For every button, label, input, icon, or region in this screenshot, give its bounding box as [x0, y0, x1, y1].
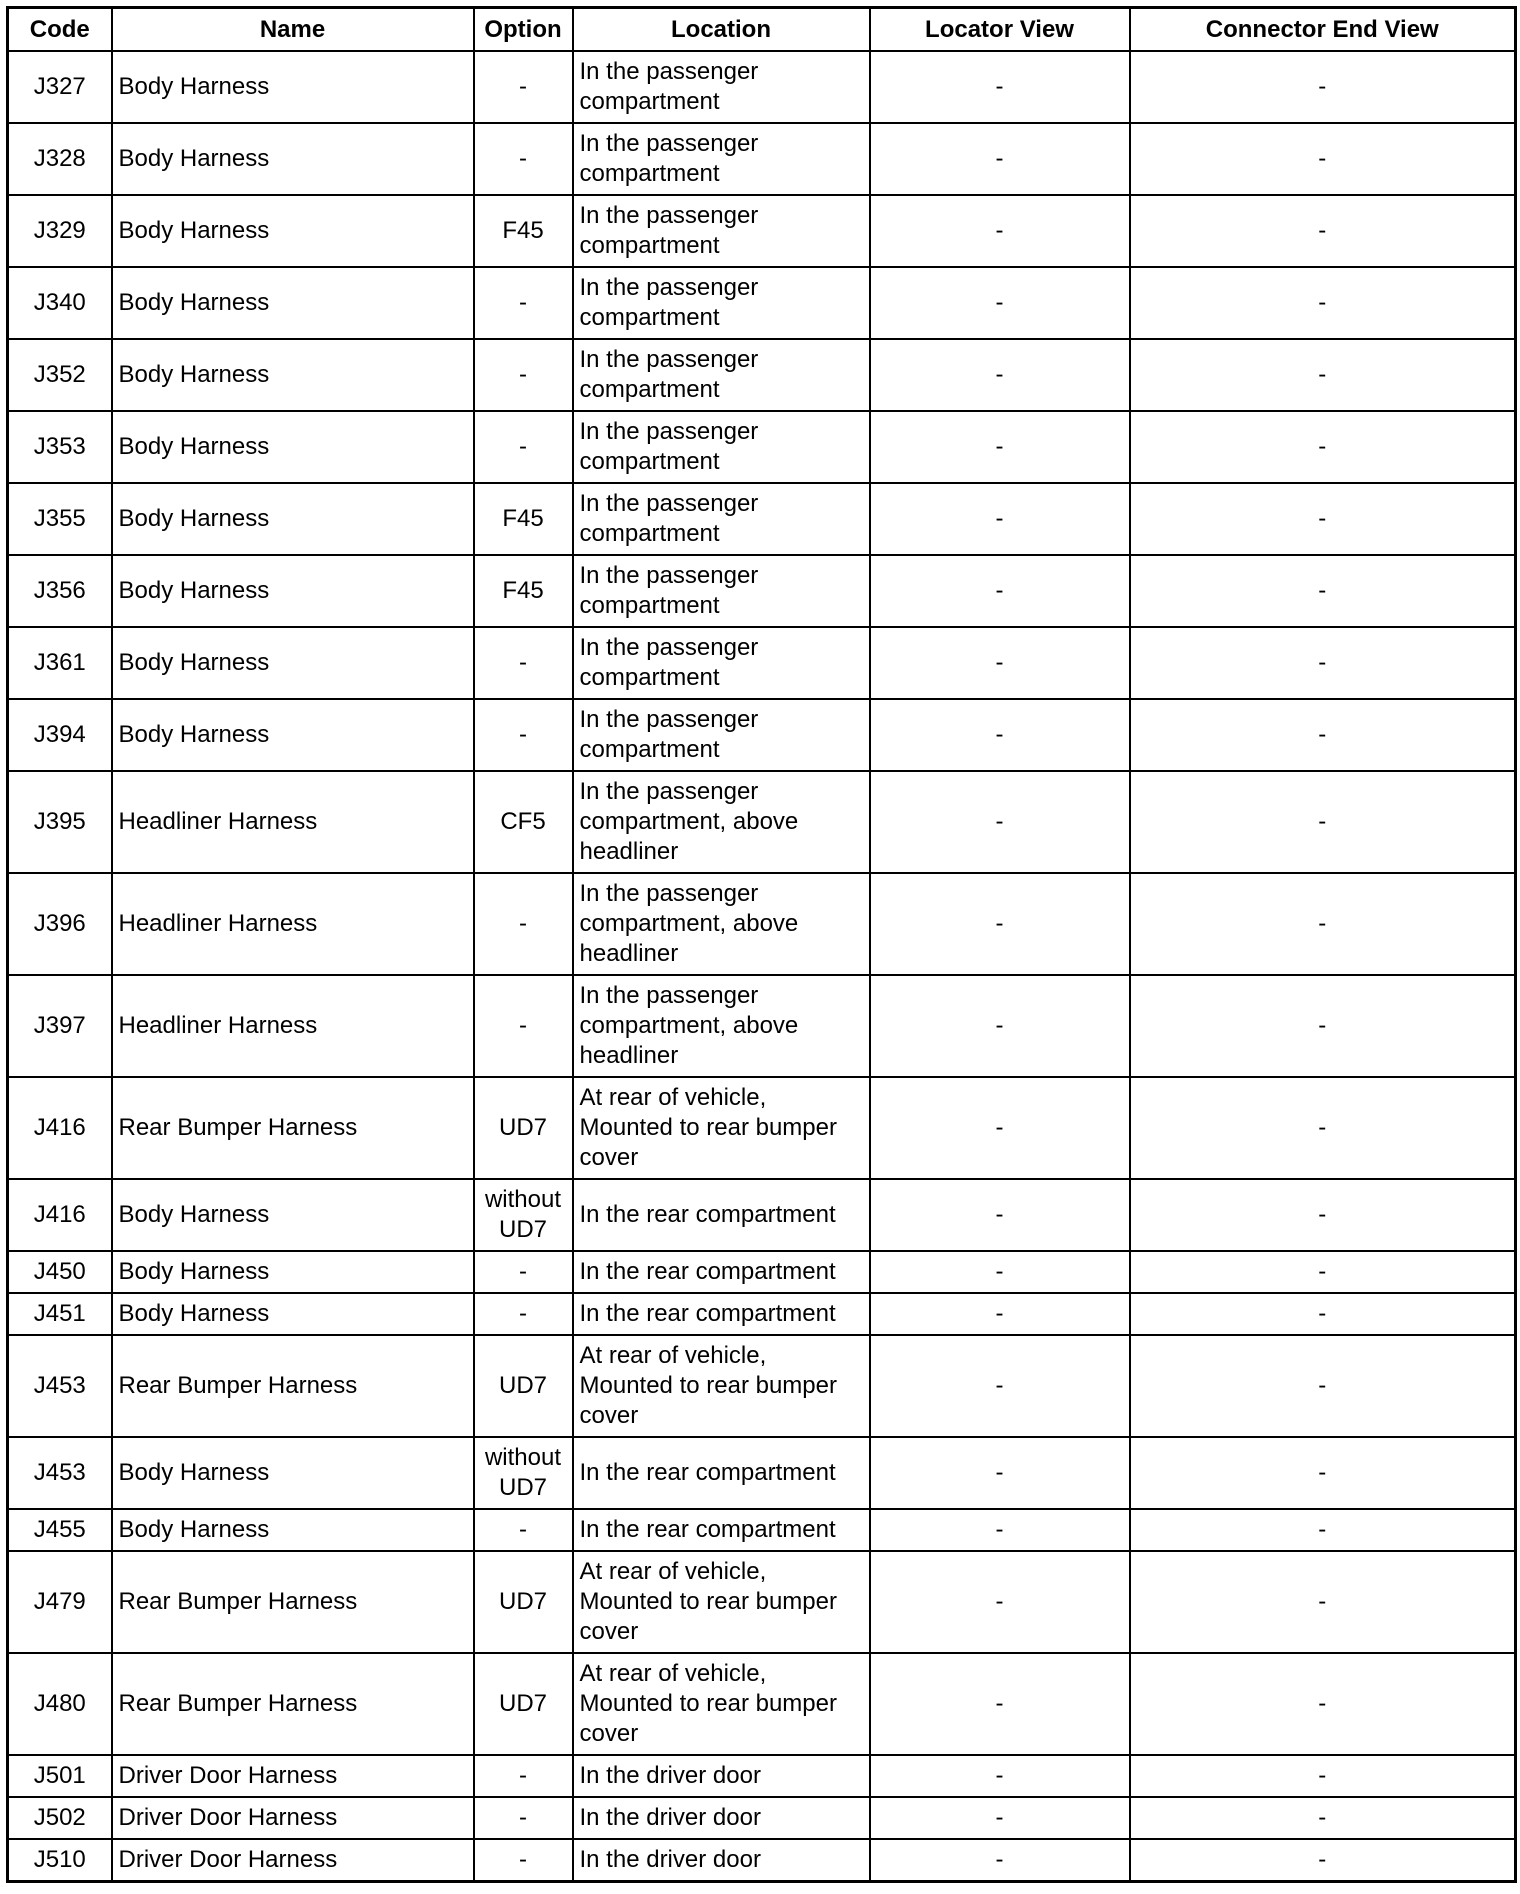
cell-code: J394	[8, 699, 112, 771]
cell-location: In the driver door	[573, 1839, 870, 1881]
cell-name: Body Harness	[112, 123, 474, 195]
cell-code: J455	[8, 1509, 112, 1551]
table-row	[8, 1797, 1516, 1839]
cell-connector-end-view: -	[1130, 1293, 1516, 1335]
cell-code: J510	[8, 1839, 112, 1881]
table-row	[8, 1293, 1516, 1335]
cell-name: Body Harness	[112, 1251, 474, 1293]
table-row	[8, 627, 1516, 699]
table-row	[8, 483, 1516, 555]
cell-location: In the passenger compartment, above headliner	[573, 873, 870, 975]
cell-locator-view: -	[870, 699, 1130, 771]
cell-option: F45	[474, 555, 573, 627]
cell-option: -	[474, 411, 573, 483]
cell-locator-view: -	[870, 483, 1130, 555]
table-row	[8, 771, 1516, 873]
cell-code: J479	[8, 1551, 112, 1653]
connector-table	[6, 6, 1517, 1883]
cell-name: Body Harness	[112, 51, 474, 123]
cell-location: In the passenger compartment, above headliner	[573, 771, 870, 873]
cell-locator-view: -	[870, 195, 1130, 267]
table-row	[8, 1077, 1516, 1179]
cell-location: In the rear compartment	[573, 1509, 870, 1551]
cell-location: In the rear compartment	[573, 1179, 870, 1251]
table-row	[8, 1179, 1516, 1251]
cell-code: J453	[8, 1437, 112, 1509]
table-row	[8, 1839, 1516, 1881]
header-row	[8, 8, 1516, 52]
cell-connector-end-view: -	[1130, 699, 1516, 771]
cell-name: Body Harness	[112, 267, 474, 339]
cell-locator-view: -	[870, 1551, 1130, 1653]
cell-location: In the passenger compartment	[573, 123, 870, 195]
cell-code: J395	[8, 771, 112, 873]
cell-code: J397	[8, 975, 112, 1077]
cell-option: -	[474, 699, 573, 771]
table-row	[8, 1335, 1516, 1437]
cell-option: -	[474, 1293, 573, 1335]
cell-location: In the passenger compartment	[573, 555, 870, 627]
table-row	[8, 411, 1516, 483]
cell-location: In the passenger compartment	[573, 267, 870, 339]
cell-name: Body Harness	[112, 195, 474, 267]
header-option: Option	[474, 8, 573, 52]
cell-name: Rear Bumper Harness	[112, 1551, 474, 1653]
cell-code: J340	[8, 267, 112, 339]
cell-locator-view: -	[870, 1293, 1130, 1335]
cell-location: In the rear compartment	[573, 1437, 870, 1509]
cell-connector-end-view: -	[1130, 975, 1516, 1077]
cell-name: Headliner Harness	[112, 873, 474, 975]
cell-option: -	[474, 123, 573, 195]
cell-option: -	[474, 339, 573, 411]
cell-option: without UD7	[474, 1179, 573, 1251]
cell-connector-end-view: -	[1130, 51, 1516, 123]
cell-code: J353	[8, 411, 112, 483]
cell-connector-end-view: -	[1130, 339, 1516, 411]
cell-name: Body Harness	[112, 555, 474, 627]
header-name: Name	[112, 8, 474, 52]
cell-connector-end-view: -	[1130, 555, 1516, 627]
cell-option: -	[474, 267, 573, 339]
table-row	[8, 267, 1516, 339]
cell-code: J451	[8, 1293, 112, 1335]
cell-name: Body Harness	[112, 1293, 474, 1335]
cell-connector-end-view: -	[1130, 873, 1516, 975]
cell-option: UD7	[474, 1335, 573, 1437]
header-locator-view: Locator View	[870, 8, 1130, 52]
cell-code: J352	[8, 339, 112, 411]
cell-name: Rear Bumper Harness	[112, 1653, 474, 1755]
cell-option: -	[474, 975, 573, 1077]
cell-connector-end-view: -	[1130, 267, 1516, 339]
cell-option: -	[474, 1839, 573, 1881]
cell-locator-view: -	[870, 339, 1130, 411]
cell-option: -	[474, 873, 573, 975]
cell-name: Body Harness	[112, 411, 474, 483]
cell-location: In the rear compartment	[573, 1251, 870, 1293]
table-row	[8, 195, 1516, 267]
cell-connector-end-view: -	[1130, 1551, 1516, 1653]
cell-locator-view: -	[870, 1797, 1130, 1839]
table-row	[8, 975, 1516, 1077]
cell-location: At rear of vehicle, Mounted to rear bumper cover	[573, 1077, 870, 1179]
table-row	[8, 123, 1516, 195]
cell-option: -	[474, 1251, 573, 1293]
cell-connector-end-view: -	[1130, 195, 1516, 267]
cell-location: In the driver door	[573, 1797, 870, 1839]
cell-code: J501	[8, 1755, 112, 1797]
cell-locator-view: -	[870, 555, 1130, 627]
cell-locator-view: -	[870, 1839, 1130, 1881]
cell-option: UD7	[474, 1551, 573, 1653]
table-row	[8, 699, 1516, 771]
cell-connector-end-view: -	[1130, 1839, 1516, 1881]
cell-locator-view: -	[870, 627, 1130, 699]
header-connector-end-view: Connector End View	[1130, 8, 1516, 52]
cell-locator-view: -	[870, 975, 1130, 1077]
table-row	[8, 1755, 1516, 1797]
cell-connector-end-view: -	[1130, 1251, 1516, 1293]
cell-location: In the passenger compartment	[573, 627, 870, 699]
cell-location: In the passenger compartment	[573, 195, 870, 267]
cell-name: Driver Door Harness	[112, 1797, 474, 1839]
header-location: Location	[573, 8, 870, 52]
cell-locator-view: -	[870, 1251, 1130, 1293]
cell-name: Rear Bumper Harness	[112, 1335, 474, 1437]
table-row	[8, 1551, 1516, 1653]
cell-locator-view: -	[870, 1179, 1130, 1251]
cell-locator-view: -	[870, 51, 1130, 123]
cell-code: J450	[8, 1251, 112, 1293]
table-row	[8, 1437, 1516, 1509]
cell-name: Body Harness	[112, 1437, 474, 1509]
cell-connector-end-view: -	[1130, 1077, 1516, 1179]
cell-name: Driver Door Harness	[112, 1839, 474, 1881]
cell-option: -	[474, 1797, 573, 1839]
cell-name: Driver Door Harness	[112, 1755, 474, 1797]
cell-connector-end-view: -	[1130, 1653, 1516, 1755]
connector-table-container	[6, 6, 1514, 1883]
cell-locator-view: -	[870, 411, 1130, 483]
cell-connector-end-view: -	[1130, 411, 1516, 483]
cell-locator-view: -	[870, 771, 1130, 873]
cell-locator-view: -	[870, 1335, 1130, 1437]
cell-location: In the passenger compartment, above headliner	[573, 975, 870, 1077]
cell-name: Body Harness	[112, 483, 474, 555]
cell-code: J480	[8, 1653, 112, 1755]
cell-location: In the passenger compartment	[573, 483, 870, 555]
cell-connector-end-view: -	[1130, 1179, 1516, 1251]
cell-connector-end-view: -	[1130, 123, 1516, 195]
cell-code: J355	[8, 483, 112, 555]
cell-code: J328	[8, 123, 112, 195]
cell-option: -	[474, 1755, 573, 1797]
cell-locator-view: -	[870, 1509, 1130, 1551]
cell-code: J356	[8, 555, 112, 627]
cell-location: At rear of vehicle, Mounted to rear bumper cover	[573, 1551, 870, 1653]
cell-code: J361	[8, 627, 112, 699]
cell-name: Body Harness	[112, 699, 474, 771]
cell-option: UD7	[474, 1653, 573, 1755]
cell-connector-end-view: -	[1130, 483, 1516, 555]
cell-code: J416	[8, 1179, 112, 1251]
cell-name: Rear Bumper Harness	[112, 1077, 474, 1179]
cell-locator-view: -	[870, 123, 1130, 195]
cell-code: J396	[8, 873, 112, 975]
cell-option: without UD7	[474, 1437, 573, 1509]
cell-option: F45	[474, 483, 573, 555]
cell-option: -	[474, 1509, 573, 1551]
cell-code: J453	[8, 1335, 112, 1437]
cell-locator-view: -	[870, 1437, 1130, 1509]
cell-location: At rear of vehicle, Mounted to rear bumper cover	[573, 1335, 870, 1437]
table-row	[8, 1251, 1516, 1293]
table-row	[8, 1653, 1516, 1755]
header-code: Code	[8, 8, 112, 52]
cell-connector-end-view: -	[1130, 1335, 1516, 1437]
cell-name: Body Harness	[112, 627, 474, 699]
cell-name: Body Harness	[112, 339, 474, 411]
table-row	[8, 1509, 1516, 1551]
cell-locator-view: -	[870, 267, 1130, 339]
cell-connector-end-view: -	[1130, 1437, 1516, 1509]
cell-location: In the passenger compartment	[573, 339, 870, 411]
cell-locator-view: -	[870, 873, 1130, 975]
table-row	[8, 873, 1516, 975]
cell-name: Headliner Harness	[112, 975, 474, 1077]
cell-code: J416	[8, 1077, 112, 1179]
cell-location: In the rear compartment	[573, 1293, 870, 1335]
cell-code: J327	[8, 51, 112, 123]
table-row	[8, 339, 1516, 411]
table-row	[8, 51, 1516, 123]
cell-locator-view: -	[870, 1653, 1130, 1755]
cell-location: In the passenger compartment	[573, 699, 870, 771]
cell-code: J502	[8, 1797, 112, 1839]
cell-option: -	[474, 627, 573, 699]
cell-name: Body Harness	[112, 1509, 474, 1551]
cell-connector-end-view: -	[1130, 771, 1516, 873]
cell-option: F45	[474, 195, 573, 267]
cell-option: UD7	[474, 1077, 573, 1179]
cell-connector-end-view: -	[1130, 627, 1516, 699]
cell-connector-end-view: -	[1130, 1755, 1516, 1797]
table-row	[8, 555, 1516, 627]
cell-connector-end-view: -	[1130, 1509, 1516, 1551]
cell-location: In the driver door	[573, 1755, 870, 1797]
cell-location: At rear of vehicle, Mounted to rear bumper cover	[573, 1653, 870, 1755]
cell-locator-view: -	[870, 1077, 1130, 1179]
cell-code: J329	[8, 195, 112, 267]
cell-locator-view: -	[870, 1755, 1130, 1797]
cell-location: In the passenger compartment	[573, 51, 870, 123]
cell-option: CF5	[474, 771, 573, 873]
cell-location: In the passenger compartment	[573, 411, 870, 483]
cell-option: -	[474, 51, 573, 123]
cell-connector-end-view: -	[1130, 1797, 1516, 1839]
cell-name: Headliner Harness	[112, 771, 474, 873]
cell-name: Body Harness	[112, 1179, 474, 1251]
